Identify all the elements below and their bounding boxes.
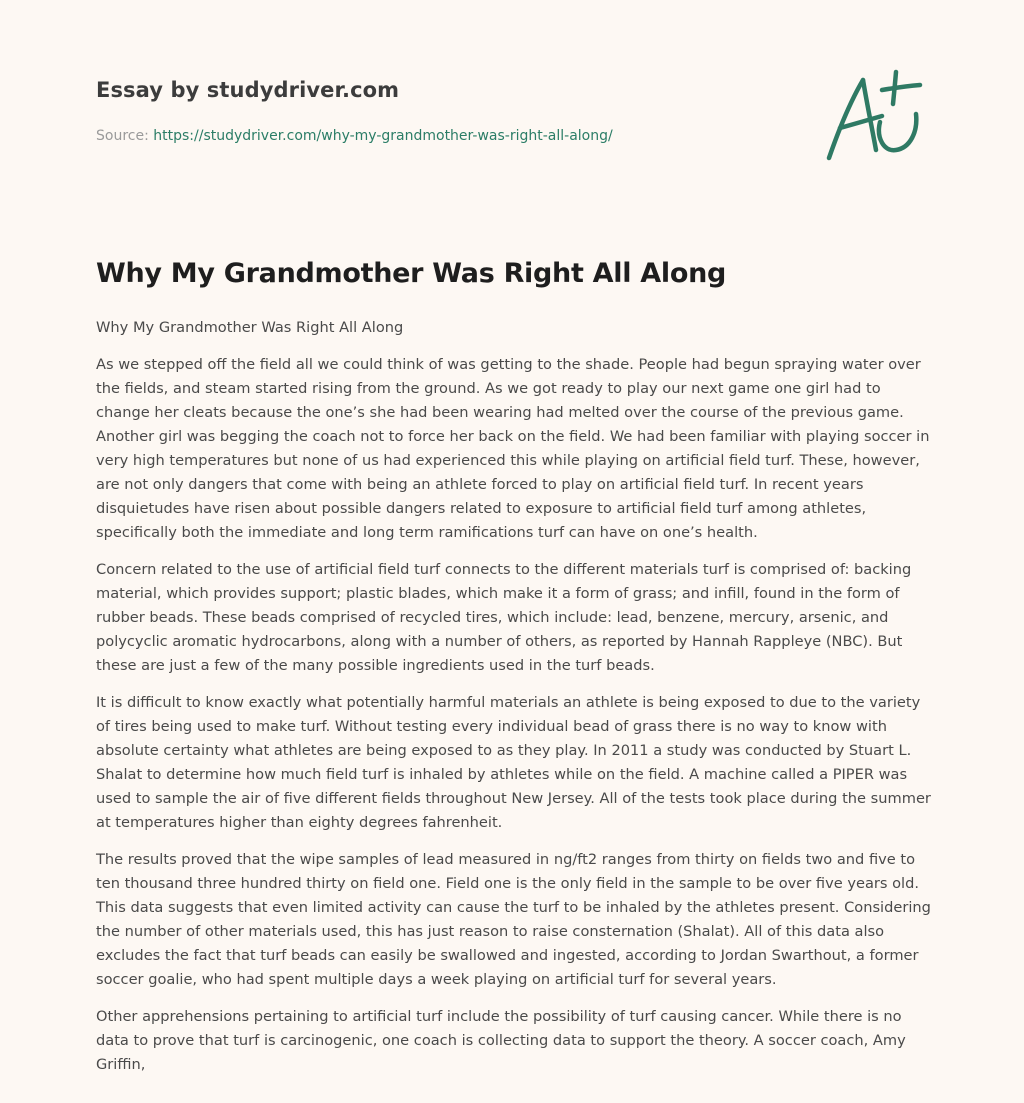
source-label: Source: <box>96 128 149 144</box>
a-plus-logo-icon <box>820 68 930 164</box>
essay-title: Why My Grandmother Was Right All Along <box>96 258 727 289</box>
paragraph: The results proved that the wipe samples of lead measured in ng/ft2 ranges from thirty on fields two and five to ten thousand three hundred thirty on field one. Field one is the only field in the sample to be over five years old. This data suggests that even limited activity can cause the turf to be inhaled by the athletes present. Considering the number of other materials used, this has just reason to raise consternation (Shalat). All of this data also excludes the fact that turf beads can easily be swallowed and ingested, according to Jordan Swarthout, a former soccer goalie, who had spent multiple days a week playing on artificial turf for several years. <box>96 851 931 988</box>
paragraph: It is difficult to know exactly what potentially harmful materials an athlete is being exposed to due to the variety of tires being used to make turf. Without testing every individual bead of grass there is no way to know with absolute certainty what athletes are being exposed to as they play. In 2011 a study was conducted by Stuart L. Shalat to determine how much field turf is inhaled by athletes while on the field. A machine called a PIPER was used to sample the air of five different fields throughout New Jersey. All of the tests took place during the summer at temperatures higher than eighty degrees fahrenheit. <box>96 694 931 831</box>
page-header <box>96 76 796 146</box>
source-link[interactable]: https://studydriver.com/why-my-grandmother-was-right-all-along/ <box>153 128 613 144</box>
source-line <box>96 126 796 146</box>
site-brand: Essay by studydriver.com <box>96 78 400 102</box>
paragraph: Other apprehensions pertaining to artificial turf include the possibility of turf causing cancer. While there is no data to prove that turf is carcinogenic, one coach is collecting data to support the theory. A soccer coach, Amy Griffin, <box>96 1008 906 1073</box>
paragraph: Concern related to the use of artificial field turf connects to the different materials turf is comprised of: backing material, which provides support; plastic blades, which make it a form of grass; and infill, found in the form of rubber beads. These beads comprised of recycled tires, which include: lead, benzene, mercury, arsenic, and polycyclic aromatic hydrocarbons, along with a number of others, as reported by Hannah Rappleye (NBC). But these are just a few of the many possible ingredients used in the turf beads. <box>96 561 912 674</box>
paragraph: As we stepped off the field all we could think of was getting to the shade. People had begun spraying water over the fields, and steam started rising from the ground. As we got ready to play our next game one girl had to change her cleats because the one’s she had been wearing had melted over the course of the previous game. Another girl was begging the coach not to force her back on the field. We had been familiar with playing soccer in very high temperatures but none of us had experienced this while playing on artificial field turf. These, however, are not only dangers that come with being an athlete forced to play on artificial field turf. In recent years disquietudes have risen about possible dangers related to exposure to artificial field turf among athletes, specifically both the immediate and long term ramifications turf can have on one’s health. <box>96 356 930 541</box>
essay-body <box>96 316 932 1090</box>
essay-subtitle: Why My Grandmother Was Right All Along <box>96 319 404 336</box>
